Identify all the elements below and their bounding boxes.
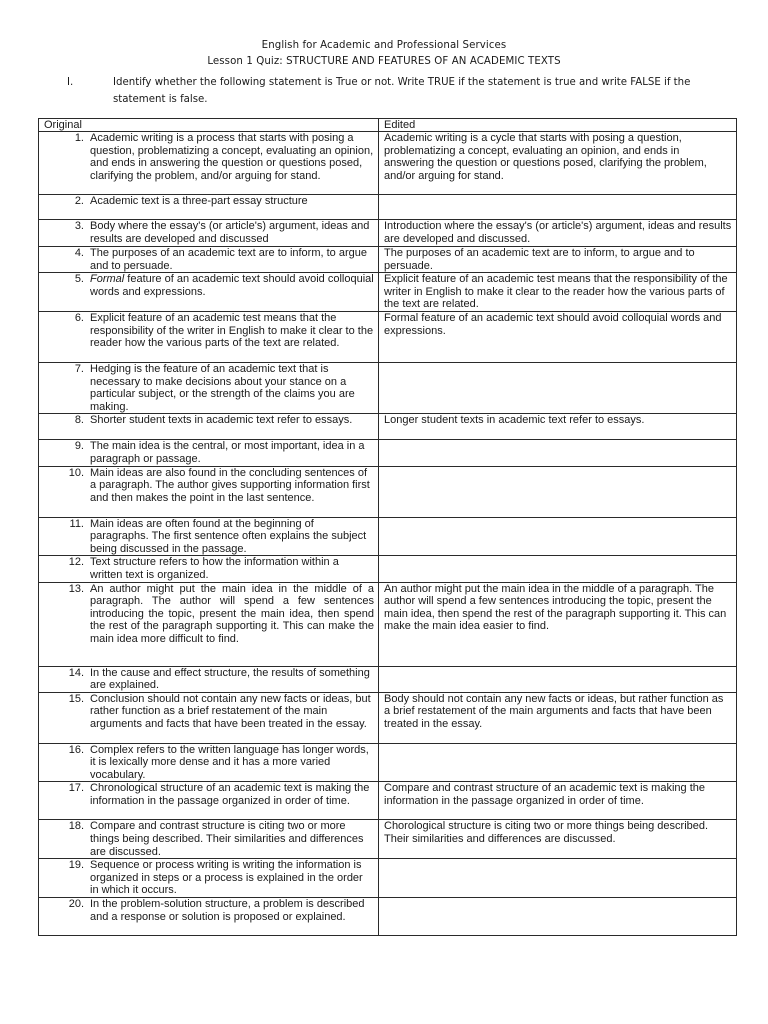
original-emphasis: Formal (90, 273, 125, 286)
original-text: Chronological structure of an academic text is making the information in the passage organized in order of time. (90, 782, 370, 808)
item-number: 20. (68, 898, 84, 911)
course-title: English for Academic and Professional Services (261, 40, 507, 51)
edited-cell: Formal feature of an academic text should avoid colloquial words and expressions. (379, 311, 737, 362)
original-text: Hedging is the feature of an academic text that is necessary to make decisions about your stance on a particular subject, or the strength of the claims you are making. (90, 362, 355, 413)
table-row (39, 898, 737, 936)
instruction-number: I. (67, 77, 74, 88)
table-row (39, 666, 737, 692)
original-cell (39, 582, 379, 666)
edited-cell: Explicit feature of an academic test means that the responsibility of the writer in English to make it clear to the reader how the various parts of the text are related. (379, 273, 737, 312)
original-text: Sequence or process writing is writing the information is organized in steps or a process is explained in the order in which it occurs. (90, 859, 363, 897)
table-row (39, 220, 737, 247)
table-row (39, 414, 737, 440)
original-cell (39, 220, 379, 247)
table-row (39, 782, 737, 820)
table-row (39, 517, 737, 556)
edited-cell (379, 666, 737, 692)
original-text: Body where the essay's (or article's) argument, ideas and results are developed and discussed (90, 220, 370, 245)
table-row (39, 692, 737, 743)
edited-cell (379, 440, 737, 466)
item-number: 11. (69, 517, 84, 530)
original-text: An author might put the main idea in the middle of a paragraph. The author will spend a few sentences introducing the topic, present the main idea, then spend the rest of the paragraph supporting it. This can make the main idea more difficult to find. (90, 582, 374, 645)
edited-cell (379, 517, 737, 556)
edited-cell (379, 743, 737, 782)
edited-cell (379, 898, 737, 936)
item-number: 12. (68, 556, 84, 569)
original-text: Main ideas are often found at the beginning of paragraphs. The first sentence often explains the subject being discussed in the passage. (90, 517, 367, 555)
column-header-original: Original (39, 119, 379, 132)
original-cell (39, 311, 379, 362)
original-text: The purposes of an academic text are to inform, to argue and to persuade. (90, 247, 367, 272)
original-cell (39, 898, 379, 936)
item-number: 16. (68, 743, 84, 756)
original-text: feature of an academic text should avoid colloquial words and expressions. (90, 273, 374, 298)
item-number: 2. (74, 195, 84, 207)
original-cell (39, 195, 379, 220)
original-cell (39, 362, 379, 413)
item-number: 6. (74, 311, 84, 324)
edited-cell (379, 466, 737, 517)
edited-cell: An author might put the main idea in the middle of a paragraph. The author will spend a few sentences introducing the topic, present the main idea, then spend the rest of the paragraph supporting it. This can make the main idea easier to find. (379, 582, 737, 666)
item-number: 4. (74, 247, 84, 259)
item-number: 3. (74, 220, 84, 232)
column-header-edited: Edited (379, 119, 737, 132)
edited-cell: Academic writing is a cycle that starts with posing a question, problematizing a concept, evaluating an opinion, and ends in answering the question or questions posed, clarifying the problem, and/or arguing for stand. (379, 132, 737, 195)
original-text: Text structure refers to how the information within a written text is organized. (90, 556, 339, 581)
item-number: 13. (68, 582, 84, 595)
table-row (39, 820, 737, 859)
original-text: Main ideas are also found in the concluding sentences of a paragraph. The author gives supporting information first and then makes the point in the last sentence. (90, 466, 370, 504)
table-row (39, 466, 737, 517)
original-text: Compare and contrast structure is citing two or more things being described. Their similarities and differences are discussed. (90, 820, 364, 858)
table-row (39, 556, 737, 582)
original-text: Complex refers to the written language has longer words, it is lexically more dense and it has a more varied vocabulary. (90, 743, 369, 781)
original-cell (39, 517, 379, 556)
original-text: The main idea is the central, or most important, idea in a paragraph or passage. (90, 440, 365, 465)
table-row (39, 132, 737, 195)
original-text: Academic text is a three-part essay structure (90, 195, 308, 207)
item-number: 14. (68, 666, 84, 679)
original-cell (39, 273, 379, 312)
original-text: Academic writing is a process that starts with posing a question, problematizing a concept, evaluating an opinion, and ends in answering the question or questions posed, clarifying the problem, and/or arguing for stand. (90, 132, 374, 182)
edited-cell: Longer student texts in academic text refer to essays. (379, 414, 737, 440)
table-row (39, 582, 737, 666)
table-row (39, 859, 737, 898)
original-text: Explicit feature of an academic test means that the responsibility of the writer in English to make it clear to the reader how the various parts of the text are related. (90, 311, 374, 350)
table-row (39, 195, 737, 220)
original-cell (39, 132, 379, 195)
table-row (39, 440, 737, 466)
original-cell (39, 820, 379, 859)
original-text: Shorter student texts in academic text refer to essays. (90, 414, 353, 427)
edited-cell (379, 859, 737, 898)
table-row (39, 362, 737, 413)
table-row (39, 247, 737, 273)
original-cell (39, 440, 379, 466)
item-number: 1. (74, 132, 84, 144)
instruction-text: Identify whether the following statement is True or not. Write TRUE if the statement is true and write FALSE if the statement is false. (113, 77, 691, 105)
edited-cell: Chorological structure is citing two or more things being described. Their similarities and differences are discussed. (379, 820, 737, 859)
original-text: In the cause and effect structure, the results of something are explained. (90, 666, 370, 692)
original-cell (39, 743, 379, 782)
item-number: 19. (68, 859, 84, 872)
original-cell (39, 782, 379, 820)
item-number: 17. (68, 782, 84, 795)
original-text: In the problem-solution structure, a problem is described and a response or solution is proposed or explained. (90, 898, 365, 923)
item-number: 9. (74, 440, 84, 453)
original-cell (39, 859, 379, 898)
table-row (39, 743, 737, 782)
item-number: 7. (74, 362, 84, 375)
item-number: 18. (68, 820, 84, 833)
item-number: 8. (74, 414, 84, 427)
original-cell (39, 666, 379, 692)
original-cell (39, 247, 379, 273)
quiz-table (38, 118, 737, 936)
original-cell (39, 692, 379, 743)
edited-cell: Introduction where the essay's (or article's) argument, ideas and results are developed and discussed. (379, 220, 737, 247)
edited-cell: Body should not contain any new facts or ideas, but rather function as a brief restatement of the main arguments and facts that have been treated in the essay. (379, 692, 737, 743)
edited-cell (379, 362, 737, 413)
edited-cell (379, 556, 737, 582)
original-cell (39, 414, 379, 440)
table-header-row (39, 119, 737, 132)
item-number: 10. (68, 466, 84, 479)
original-cell (39, 466, 379, 517)
table-row (39, 311, 737, 362)
original-text: Conclusion should not contain any new facts or ideas, but rather function as a brief restatement of the main arguments and facts that have been treated in the essay. (90, 692, 371, 730)
table-row (39, 273, 737, 312)
edited-cell: Compare and contrast structure of an academic text is making the information in the passage organized in order of time. (379, 782, 737, 820)
item-number: 5. (74, 273, 84, 286)
edited-cell (379, 195, 737, 220)
item-number: 15. (68, 692, 84, 705)
quiz-title: Lesson 1 Quiz: STRUCTURE AND FEATURES OF AN ACADEMIC TEXTS (207, 56, 561, 67)
edited-cell: The purposes of an academic text are to inform, to argue and to persuade. (379, 247, 737, 273)
original-cell (39, 556, 379, 582)
